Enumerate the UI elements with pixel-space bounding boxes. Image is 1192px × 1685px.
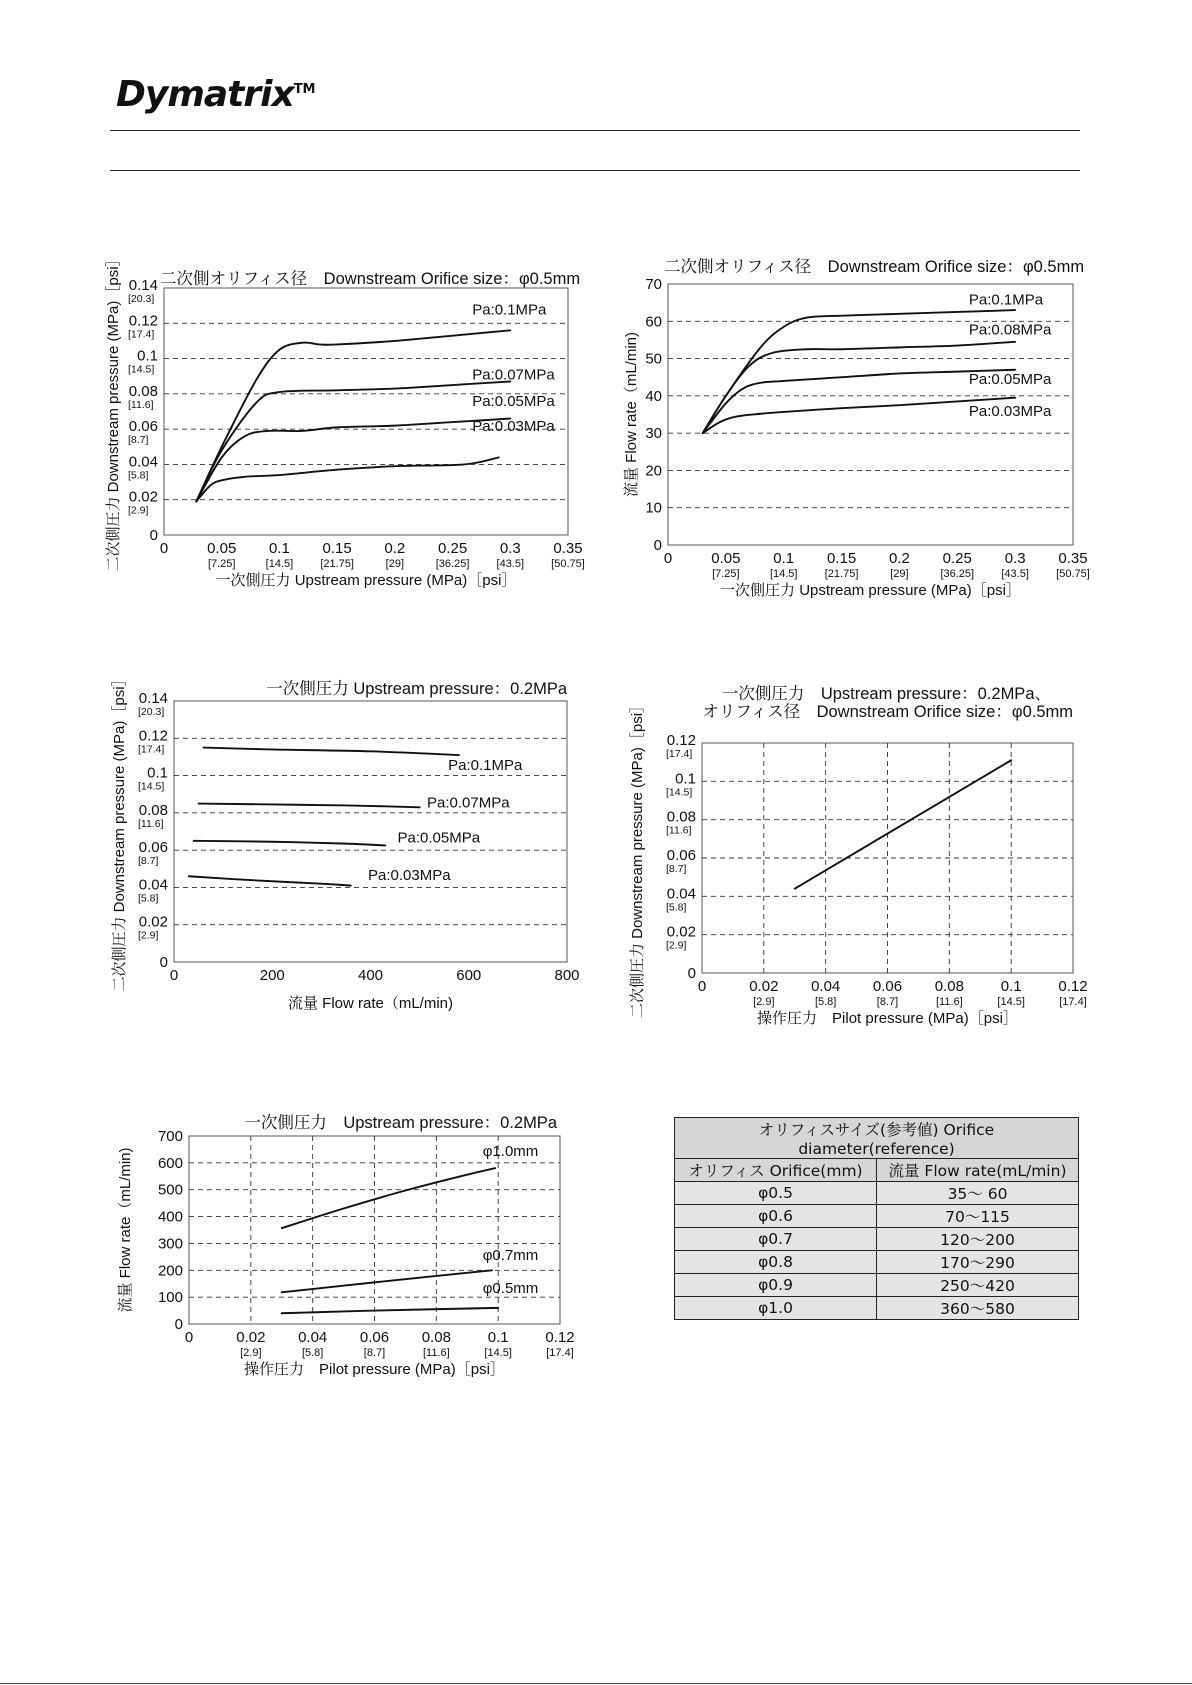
y-tick-label: 0.12 [138,727,168,745]
flow-cell: 250～420 [877,1274,1079,1297]
y-tick-label: 700 [157,1128,183,1145]
x-tick-sublabel: [21.75] [824,568,859,580]
x-tick-sublabel: [11.6] [935,996,963,1008]
x-tick-label: 0.12 [545,1329,575,1346]
x-tick-label: 0 [169,967,179,984]
chart-title: 一次側圧力 Upstream pressure：0.2MPa [266,680,567,698]
orifice-cell: φ0.6 [675,1205,877,1228]
chart-title: 一次側圧力 Upstream pressure：0.2MPa [244,1114,557,1132]
y-tick-label: 0.14 [128,277,158,294]
x-tick-label: 0.08 [934,978,964,995]
x-tick-label: 0.15 [322,540,352,557]
orifice-cell: φ0.5 [675,1182,877,1205]
flow-cell: 120～200 [877,1228,1079,1251]
y-tick-label: 0.02 [666,923,696,941]
y-axis-label: 二次側圧力 Downstream pressure (MPa)［psi］ [111,671,128,992]
x-tick-sublabel: [29] [385,558,405,570]
y-tick-label: 30 [645,425,662,443]
y-tick-label: 0.12 [666,732,696,749]
y-tick-label: 0.02 [128,488,158,506]
x-tick-sublabel: [8.7] [363,1347,386,1359]
brand-logo-text: Dymatrix [116,74,294,115]
series-label: φ1.0mm [482,1143,539,1161]
series-line [282,1270,492,1292]
x-tick-sublabel: [7.25] [712,568,740,580]
series-label: Pa:0.03MPa [368,866,451,884]
x-tick-label: 0.05 [711,550,741,567]
orifice-cell: φ1.0 [675,1297,877,1320]
trademark-mark: TM [293,82,316,97]
y-tick-sublabel: [11.6] [138,817,164,830]
table-row [675,1274,1079,1297]
series-label: Pa:0.07MPa [426,794,510,812]
x-tick-label: 0 [184,1329,194,1346]
table-row [675,1251,1079,1274]
x-tick-sublabel: [29] [890,568,909,580]
chart-title: 一次側圧力 Upstream pressure：0.2MPa、 [721,685,1051,703]
orifice-cell: φ0.8 [675,1251,877,1274]
table-row [675,1228,1079,1251]
y-axis-label: 流量 Flow rate（mL/min) [623,331,640,498]
y-tick-label: 0 [159,954,168,971]
x-tick-sublabel: [50.75] [1056,568,1090,580]
x-tick-label: 0.08 [421,1329,451,1346]
x-tick-sublabel: [36.25] [435,558,470,570]
x-axis-label: 一次側圧力 Upstream pressure (MPa)［psi］ [720,582,1021,599]
series-label: Pa:0.03MPa [472,417,555,435]
x-tick-sublabel: [14.5] [997,996,1025,1008]
y-tick-label: 0 [149,527,158,544]
y-tick-label: 0.04 [138,876,168,894]
x-tick-label: 0.02 [749,978,779,995]
table-row [675,1297,1079,1320]
x-tick-sublabel: [50.75] [551,558,585,570]
y-tick-label: 500 [157,1181,183,1199]
y-tick-sublabel: [8.7] [666,863,687,875]
x-tick-label: 0.02 [236,1329,266,1346]
orifice-table-col-orifice: オリフィス Orifice(mm) [675,1159,877,1182]
y-tick-label: 10 [645,499,662,517]
y-tick-label: 0.08 [128,382,158,400]
series-label: Pa:0.05MPa [968,370,1052,388]
y-tick-label: 600 [157,1154,183,1172]
y-tick-label: 20 [645,462,662,480]
y-tick-sublabel: [2.9] [138,929,159,942]
y-tick-label: 300 [157,1235,183,1253]
y-tick-sublabel: [5.8] [138,892,159,905]
y-tick-label: 0.06 [666,847,696,864]
y-tick-label: 60 [645,313,662,331]
x-axis-label: 流量 Flow rate（mL/min) [287,995,454,1012]
series-label: Pa:0.1MPa [968,291,1044,309]
flow-cell: 70～115 [877,1205,1079,1228]
flow-cell: 35～ 60 [877,1182,1079,1205]
y-tick-label: 0 [687,965,696,982]
y-tick-sublabel: [5.8] [666,901,687,914]
series-label: Pa:0.05MPa [397,829,481,847]
x-tick-label: 0.06 [872,978,903,995]
y-tick-label: 0.08 [138,801,168,819]
y-tick-sublabel: [17.4] [666,748,693,760]
y-tick-sublabel: [5.8] [128,469,149,482]
chart-title: 二次側オリフィス径 Downstream Orifice size：φ0.5mm [160,270,581,288]
x-tick-label: 0.15 [826,550,857,567]
y-tick-sublabel: [14.5] [666,786,693,799]
series-label: φ0.5mm [482,1280,539,1298]
x-tick-label: 0.2 [384,540,406,557]
y-tick-label: 0.1 [147,764,168,782]
y-tick-sublabel: [11.6] [666,824,692,837]
flow-cell: 170～290 [877,1251,1079,1274]
x-tick-sublabel: [11.6] [422,1347,450,1359]
y-axis-label: 二次側圧力 Downstream pressure (MPa)［psi］ [105,251,122,572]
x-tick-label: 0 [697,978,707,995]
x-tick-label: 0.06 [359,1329,390,1346]
series-label: Pa:0.07MPa [472,366,555,384]
x-tick-label: 0.3 [1004,550,1026,567]
y-tick-sublabel: [14.5] [138,780,165,793]
x-tick-label: 0.04 [811,978,841,995]
y-tick-label: 70 [645,276,662,293]
x-tick-sublabel: [43.5] [1001,568,1029,580]
x-tick-sublabel: [36.25] [940,568,975,580]
y-tick-label: 0.1 [675,770,696,788]
x-tick-label: 0.25 [942,550,972,567]
x-tick-sublabel: [2.9] [240,1347,262,1359]
x-tick-sublabel: [14.5] [484,1347,512,1359]
y-tick-sublabel: [2.9] [128,504,149,517]
y-tick-label: 0.12 [128,312,158,330]
series-label: Pa:0.1MPa [472,301,547,319]
x-tick-label: 0.04 [298,1329,328,1346]
y-tick-sublabel: [17.4] [138,743,165,756]
x-tick-sublabel: [8.7] [876,996,899,1008]
orifice-table-col-flow: 流量 Flow rate(mL/min) [877,1159,1079,1182]
x-tick-label: 0.3 [499,540,521,557]
orifice-cell: φ0.7 [675,1228,877,1251]
flow-cell: 360～580 [877,1297,1079,1320]
y-tick-label: 400 [157,1208,183,1226]
x-tick-label: 0.35 [553,540,583,557]
x-axis-label: 操作圧力 Pilot pressure (MPa)［psi］ [757,1010,1018,1027]
x-tick-sublabel: [14.5] [769,568,798,580]
x-tick-sublabel: [5.8] [301,1347,324,1359]
y-tick-sublabel: [20.3] [128,293,155,305]
x-tick-sublabel: [21.75] [320,558,354,570]
series-line [282,1168,495,1228]
y-tick-label: 0.04 [128,453,158,471]
x-tick-label: 200 [259,967,285,984]
y-tick-sublabel: [14.5] [128,363,155,376]
series-label: φ0.7mm [482,1247,539,1265]
x-tick-label: 0 [159,540,169,557]
footer-rule [0,1683,1192,1684]
x-tick-label: 600 [456,967,482,984]
y-tick-label: 0.04 [666,885,696,903]
y-tick-label: 0.1 [137,347,158,365]
x-tick-sublabel: [7.25] [207,558,236,570]
y-tick-label: 0.06 [128,418,158,436]
x-tick-label: 800 [554,967,580,984]
x-tick-sublabel: [5.8] [814,996,837,1008]
x-tick-label: 0.1 [268,540,290,557]
table-row [675,1182,1079,1205]
x-tick-label: 0 [663,550,673,567]
series-label: Pa:0.08MPa [968,321,1052,339]
series-line [282,1308,498,1313]
x-tick-sublabel: [17.4] [1059,996,1087,1008]
y-tick-label: 0.14 [138,690,168,707]
orifice-table [674,1117,1079,1320]
orifice-table-title: オリフィスサイズ(参考値) Orifice diameter(reference) [675,1118,1079,1159]
y-tick-label: 40 [645,387,662,405]
y-tick-sublabel: [8.7] [138,855,159,868]
x-tick-label: 400 [357,967,384,984]
chart-subtitle: オリフィス径 Downstream Orifice size：φ0.5mm [702,703,1073,721]
y-tick-sublabel: [11.6] [128,398,154,411]
x-tick-label: 0.1 [487,1329,509,1346]
x-axis-label: 操作圧力 Pilot pressure (MPa)［psi］ [244,1361,505,1378]
y-tick-label: 0.02 [138,913,168,931]
orifice-cell: φ0.9 [675,1274,877,1297]
chart-title: 二次側オリフィス径 Downstream Orifice size：φ0.5mm [664,258,1085,276]
x-tick-label: 0.05 [207,540,237,557]
y-tick-sublabel: [20.3] [138,706,165,718]
x-axis-label: 一次側圧力 Upstream pressure (MPa)［psi］ [215,572,517,589]
y-tick-sublabel: [8.7] [128,434,149,447]
y-tick-label: 0.06 [138,839,168,857]
y-axis-label: 流量 Flow rate（mL/min) [117,1147,134,1313]
y-axis-label: 二次側圧力 Downstream pressure (MPa)［psi］ [629,697,646,1019]
x-tick-sublabel: [17.4] [546,1347,574,1359]
y-tick-sublabel: [17.4] [128,328,155,341]
y-tick-label: 200 [157,1262,183,1280]
x-tick-label: 0.25 [437,540,468,557]
x-tick-label: 0.2 [888,550,910,567]
table-row [675,1205,1079,1228]
y-tick-sublabel: [2.9] [666,939,687,952]
x-tick-label: 0.1 [1000,978,1022,995]
x-tick-sublabel: [43.5] [496,558,525,570]
x-tick-label: 0.35 [1058,550,1088,567]
x-tick-label: 0.12 [1058,978,1088,995]
y-tick-label: 0 [653,537,662,554]
y-tick-label: 50 [645,350,662,368]
y-tick-label: 0.08 [666,808,696,826]
series-label: Pa:0.03MPa [968,402,1052,420]
y-tick-label: 100 [157,1289,183,1307]
series-label: Pa:0.1MPa [448,756,523,774]
x-tick-label: 0.1 [773,550,795,567]
x-tick-sublabel: [2.9] [753,996,775,1008]
y-tick-label: 0 [174,1316,183,1333]
x-tick-sublabel: [14.5] [265,558,294,570]
series-label: Pa:0.05MPa [472,393,555,411]
